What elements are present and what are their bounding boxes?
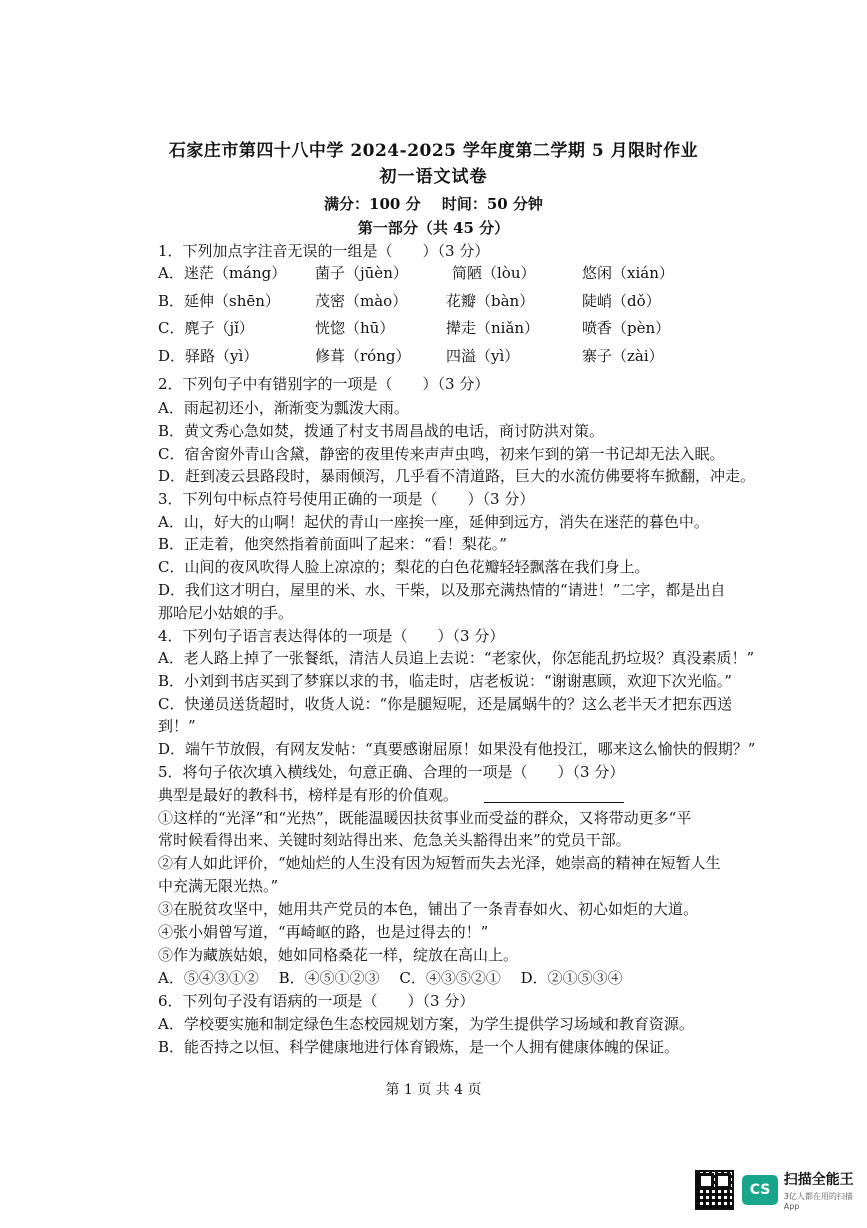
q3-option-c: C．山间的夜风吹得人脸上凉凉的；梨花的白色花瓣轻轻飘落在我们身上。 (158, 558, 650, 576)
exam-subtitle: 初一语文试卷 (379, 167, 488, 187)
question-4-stem: 4．下列句子语言表达得体的一项是（ ）（3 分） (158, 627, 505, 645)
q5-item-2-cont: 中充满无限光热。” (158, 877, 279, 895)
q2-option-b: B．黄文秀心急如焚，拨通了村支书周昌战的电话，商讨防洪对策。 (158, 422, 605, 440)
q6-option-b: B．能否持之以恒、科学健康地进行体育锻炼，是一个人拥有健康体魄的保证。 (158, 1038, 680, 1056)
score-info: 满分：100 分 (324, 195, 421, 213)
q1-option-d-1: D．驿路（yì） (158, 347, 259, 365)
question-3-stem: 3．下列句中标点符号使用正确的一项是（ ）（3 分） (158, 490, 535, 508)
question-6-stem: 6．下列句子没有语病的一项是（ ）（3 分） (158, 992, 475, 1010)
q4-option-d: D．端午节放假，有网友发帖：“真要感谢屈原！如果没有他投江，哪来这么愉快的假期？” (158, 740, 756, 758)
q1-option-c-4: 喷香（pèn） (582, 319, 671, 337)
q5-choices: A．⑤④③①② B．④⑤①②③ C．④③⑤②① D．②①⑤③④ (158, 969, 623, 987)
q1-option-d-4: 寨子（zài） (582, 347, 664, 365)
q1-option-a-4: 悠闲（xián） (582, 264, 674, 282)
q5-item-2: ②有人如此评价，“她灿烂的人生没有因为短暂而失去光泽，她崇高的精神在短暂人生 (158, 854, 721, 872)
q5-item-3: ③在脱贫攻坚中，她用共产党员的本色，铺出了一条青春如火、初心如炬的大道。 (158, 900, 699, 918)
question-2-stem: 2．下列句子中有错别字的一项是（ ）（3 分） (158, 375, 490, 393)
page-number: 第 1 页 共 4 页 (385, 1082, 482, 1098)
exam-meta (0, 193, 867, 214)
q2-option-c: C．宿舍窗外青山含黛，静密的夜里传来声声虫鸣，初来乍到的第一书记却无法入眠。 (158, 445, 725, 463)
q4-option-c: C．快递员送货超时，收货人说：“你是腿短呢，还是属蜗牛的？这么老半天才把东西送 (158, 695, 733, 713)
q1-option-c-2: 恍惚（hū） (315, 319, 395, 337)
q4-option-a: A．老人路上掉了一张餐纸，清洁人员追上去说：“老家伙，你怎能乱扔垃圾？真没素质！” (158, 649, 755, 667)
q3-option-a: A．山，好大的山啊！起伏的青山一座挨一座，延伸到远方，消失在迷茫的暮色中。 (158, 513, 709, 531)
time-info: 时间：50 分钟 (441, 195, 543, 213)
q3-option-d-cont: 那哈尼小姑娘的手。 (158, 604, 294, 622)
q1-option-a-1: A．迷茫（máng） (158, 264, 287, 282)
q5-item-5: ⑤作为藏族姑娘，她如同格桑花一样，绽放在高山上。 (158, 946, 519, 964)
q1-option-a-3: 简陋（lòu） (452, 264, 536, 282)
fill-blank-line (484, 802, 624, 803)
q5-item-1-cont: 常时候看得出来、关键时刻站得出来、危急关头豁得出来”的党员干部。 (158, 831, 631, 849)
question-1-stem: 1．下列加点字注音无误的一组是（ ）（3 分） (158, 242, 490, 260)
q1-option-c-1: C．麂子（jǐ） (158, 319, 254, 337)
q5-lead: 典型是最好的教科书，榜样是有形的价值观。 (158, 786, 459, 804)
question-5-stem: 5．将句子依次填入横线处，句意正确、合理的一项是（ ）（3 分） (158, 763, 625, 781)
q1-option-a-2: 菌子（jūèn） (315, 264, 408, 282)
q3-option-b: B．正走着，他突然指着前面叫了起来：“看！梨花。” (158, 535, 507, 553)
qr-code-icon (695, 1170, 734, 1210)
exam-title: 石家庄市第四十八中学 2024-2025 学年度第二学期 5 月限时作业 (168, 141, 699, 161)
q1-option-b-4: 陡峭（dǒ） (582, 292, 661, 310)
q4-option-c-cont: 到！” (158, 717, 196, 735)
q2-option-a: A．雨起初还小，渐渐变为瓢泼大雨。 (158, 399, 409, 417)
q1-option-b-3: 花瓣（bàn） (446, 292, 535, 310)
q2-option-d: D．赶到凌云县路段时，暴雨倾泻，几乎看不清道路，巨大的水流仿佛要将车掀翻，冲走。 (158, 467, 756, 485)
scanner-tagline: 3亿人都在用的扫描App (783, 1192, 853, 1211)
q1-option-b-2: 茂密（mào） (315, 292, 408, 310)
q1-option-d-3: 四溢（yì） (446, 347, 520, 365)
q6-option-a: A．学校要实施和制定绿色生态校园规划方案，为学生提供学习场域和教育资源。 (158, 1015, 694, 1033)
q1-option-d-2: 修葺（róng） (315, 347, 411, 365)
q5-item-1: ①这样的“光泽”和“光热”，既能温暖因扶贫事业而受益的群众，又将带动更多“平 (158, 809, 692, 827)
q5-item-4: ④张小娟曾写道，“再崎岖的路，也是过得去的！” (158, 923, 489, 941)
q3-option-d: D．我们这才明白，屋里的米、水、干柴，以及那充满热情的“请进！”二字，都是出自 (158, 581, 726, 599)
q1-option-b-1: B．延伸（shēn） (158, 292, 280, 310)
part-heading: 第一部分（共 45 分） (357, 219, 510, 237)
q1-option-c-3: 撵走（niǎn） (446, 319, 540, 337)
scanner-watermark (695, 1167, 867, 1213)
scanner-text (784, 1169, 867, 1211)
scanner-name: 扫描全能王 (783, 1172, 854, 1188)
q4-option-b: B．小刘到书店买到了梦寐以求的书，临走时，店老板说：“谢谢惠顾，欢迎下次光临。” (158, 672, 732, 690)
camscanner-logo-icon: CS (742, 1175, 777, 1205)
